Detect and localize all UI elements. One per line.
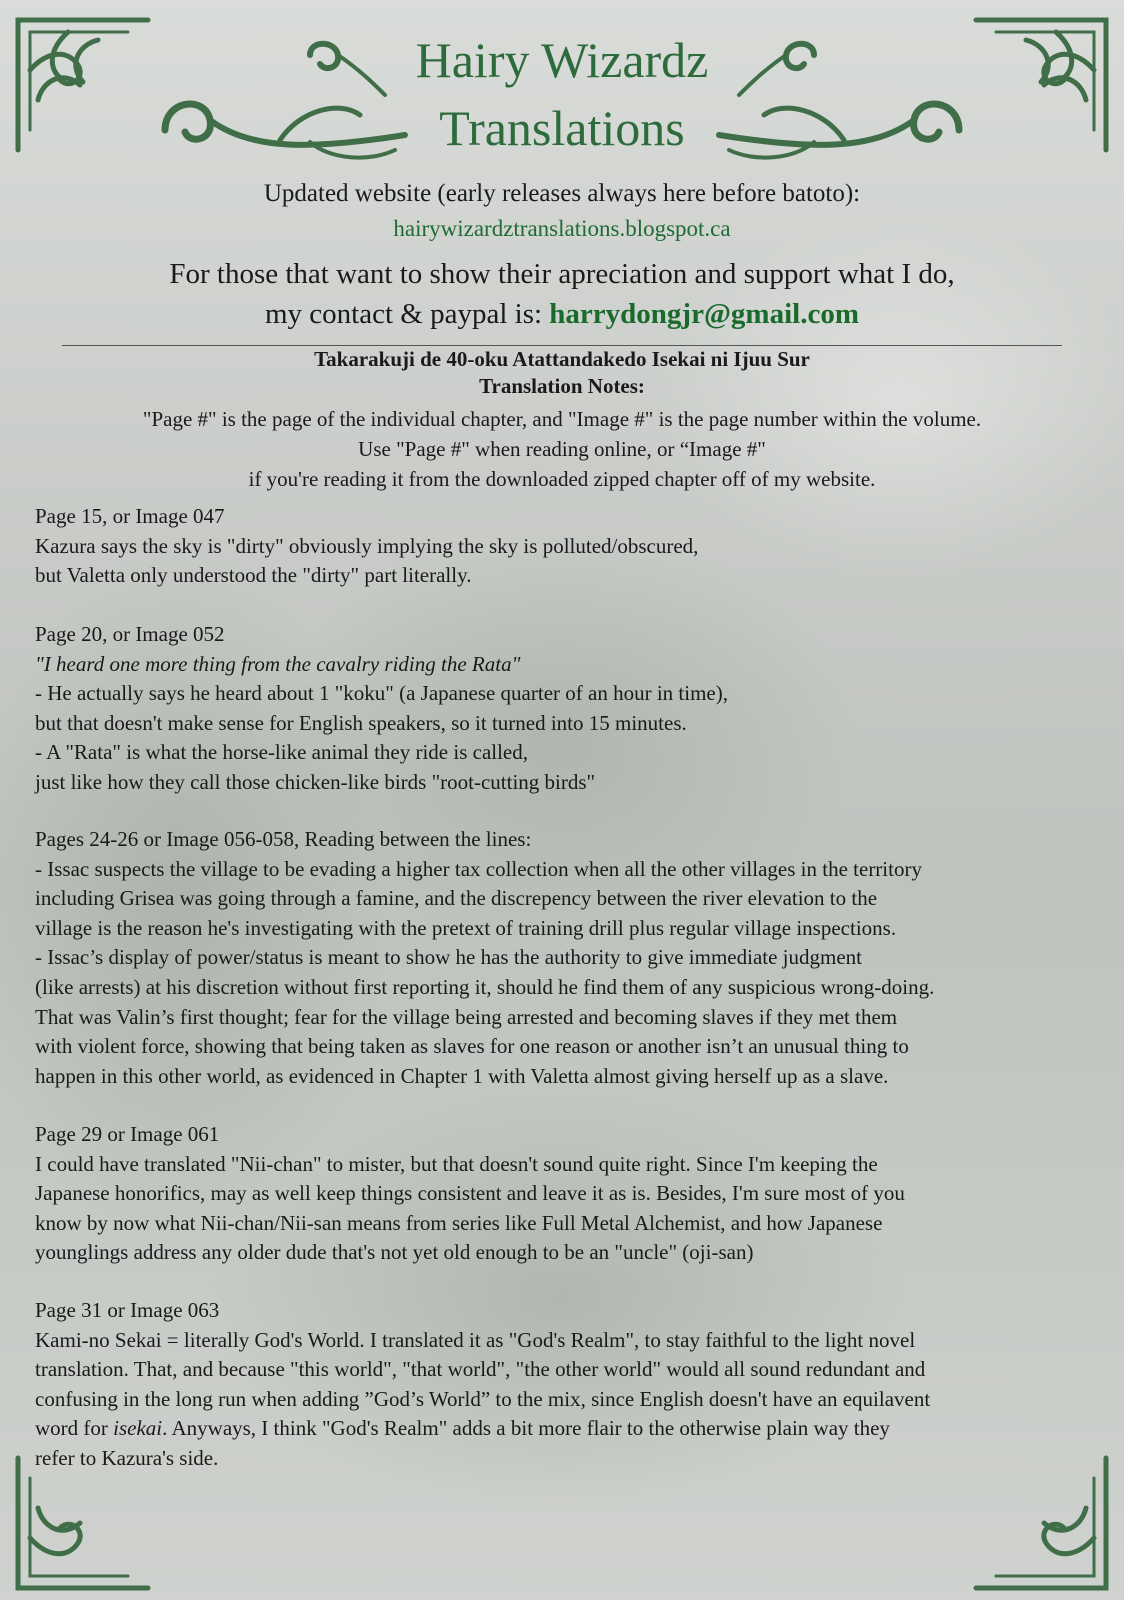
note-line: happen in this other world, as evidenced in Chapter 1 with Valetta almost giving herself up as a slave.	[35, 1063, 889, 1088]
note-line: Kami-no Sekai = literally God's World. I translated it as "God's Realm", to stay faithful to the light novel	[35, 1327, 916, 1352]
note-line: village is the reason he's investigating with the pretext of training drill plus regular village inspections.	[35, 915, 897, 940]
note-line: refer to Kazura's side.	[35, 1445, 219, 1470]
note-quote: "I heard one more thing from the cavalry riding the Rata"	[35, 651, 521, 676]
contact-label: my contact & paypal is:	[265, 298, 543, 330]
intro-line: if you're reading it from the downloaded zipped chapter off of my website.	[248, 467, 876, 491]
note-page-31	[35, 1296, 1095, 1474]
support-text-line1: For those that want to show their apreciation and support what I do,	[169, 258, 955, 290]
note-line: but Valetta only understood the "dirty" part literally.	[35, 563, 472, 588]
divider	[62, 345, 1062, 346]
series-title: Takarakuji de 40-oku Atattandakedo Isekai ni Ijuu Sur	[314, 347, 810, 371]
intro-line: "Page #" is the page of the individual chapter, and "Image #" is the page number within the volume.	[142, 407, 982, 431]
note-line: know by now what Nii-chan/Nii-san means from series like Full Metal Alchemist, and how Japanese	[35, 1210, 883, 1235]
note-page-20	[35, 620, 1095, 798]
support-text-line2	[0, 298, 1124, 331]
note-line	[35, 1414, 1095, 1444]
note-line: Japanese honorifics, may as well keep things consistent and leave it as is. Besides, I'm sure most of you	[35, 1181, 905, 1206]
note-line: including Grisea was going through a famine, and the discrepency between the river elevation to the	[35, 886, 878, 911]
updated-website-text: Updated website (early releases always here before batoto):	[263, 180, 861, 207]
group-title-line2: Translations	[439, 100, 685, 156]
website-link[interactable]: hairywizardztranslations.blogspot.ca	[393, 216, 731, 241]
note-heading: Page 29 or Image 061	[35, 1122, 220, 1146]
note-line: with violent force, showing that being taken as slaves for one reason or another isn’t an unusual thing to	[35, 1034, 909, 1059]
group-title-line1: Hairy Wizardz	[415, 32, 709, 88]
note-line: - Issac’s display of power/status is meant to show he has the authority to give immediate judgment	[35, 945, 863, 970]
note-line: - He actually says he heard about 1 "koku" (a Japanese quarter of an hour in time),	[35, 681, 728, 706]
note-page-15	[35, 502, 1095, 591]
note-line: but that doesn't make sense for English speakers, so it turned into 15 minutes.	[35, 710, 687, 735]
note-line: confusing in the long run when adding ”God’s World” to the mix, since English doesn't have an equilavent	[35, 1386, 931, 1411]
note-pages-24-26	[35, 825, 1095, 1091]
note-line: - Issac suspects the village to be evading a higher tax collection when all the other villages in the territory	[35, 856, 922, 881]
intro-line: Use "Page #" when reading online, or “Image #"	[358, 437, 766, 461]
note-line: - A "Rata" is what the horse-like animal they ride is called,	[35, 740, 529, 765]
note-text: . Anyways, I think "God's Realm" adds a bit more flair to the otherwise plain way they	[162, 1416, 890, 1441]
note-line: younglings address any older dude that's not yet old enough to be an "uncle" (oji-san)	[35, 1240, 754, 1265]
note-line: That was Valin’s first thought; fear for the village being arrested and becoming slaves if they met them	[35, 1004, 898, 1029]
note-heading: Page 31 or Image 063	[35, 1298, 220, 1322]
note-line: just like how they call those chicken-like birds "root-cutting birds"	[35, 769, 596, 794]
note-heading: Page 20, or Image 052	[35, 622, 225, 646]
note-line: Kazura says the sky is "dirty" obviously implying the sky is polluted/obscured,	[35, 533, 699, 558]
note-term-isekai: isekai	[113, 1416, 163, 1441]
note-page-29	[35, 1120, 1095, 1268]
note-text: word for	[35, 1416, 114, 1441]
notes-heading: Translation Notes:	[479, 374, 645, 398]
contact-email[interactable]: harrydongjr@gmail.com	[549, 298, 859, 330]
note-heading: Page 15, or Image 047	[35, 504, 225, 528]
note-heading: Pages 24-26 or Image 056-058, Reading between the lines:	[35, 827, 532, 851]
note-line: translation. That, and because "this world", "that world", "the other world" would all sound redundant and	[35, 1357, 926, 1382]
note-line: (like arrests) at his discretion without first reporting it, should he find them of any suspicious wrong-doing.	[35, 974, 935, 999]
note-line: I could have translated "Nii-chan" to mister, but that doesn't sound quite right. Since I'm keeping the	[35, 1151, 878, 1176]
